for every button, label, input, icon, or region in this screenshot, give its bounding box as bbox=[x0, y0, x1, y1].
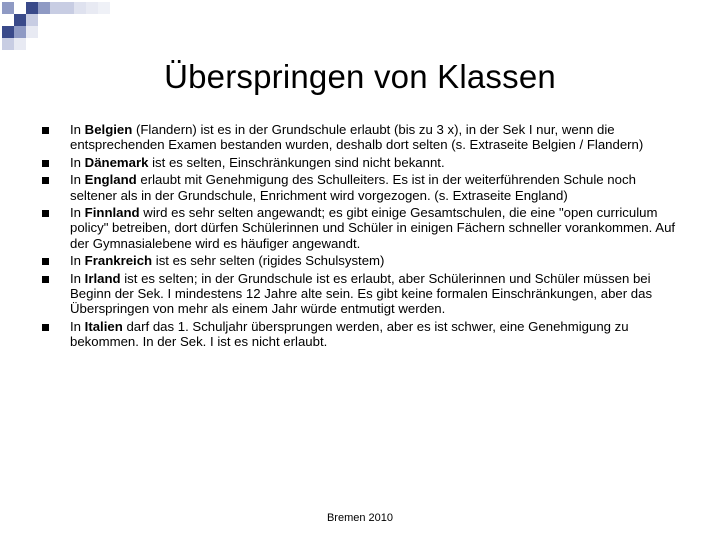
corner-square bbox=[2, 14, 14, 26]
square-bullet-icon bbox=[42, 160, 49, 167]
item-pre: In bbox=[70, 154, 85, 170]
square-bullet-icon bbox=[42, 127, 49, 134]
item-pre: In bbox=[70, 318, 85, 334]
corner-square bbox=[14, 2, 26, 14]
country-name: Irland bbox=[84, 270, 121, 286]
country-name: Dänemark bbox=[84, 154, 149, 170]
country-name: Italien bbox=[84, 318, 123, 334]
item-pre: In bbox=[70, 172, 85, 188]
item-pre: In bbox=[70, 270, 85, 286]
list-item bbox=[40, 172, 680, 203]
corner-square bbox=[14, 38, 26, 50]
country-name: Finnland bbox=[84, 205, 140, 221]
corner-square bbox=[26, 26, 38, 38]
list-item bbox=[40, 319, 680, 350]
slide-title: Überspringen von Klassen bbox=[164, 58, 556, 95]
square-bullet-icon bbox=[42, 177, 49, 184]
corner-square bbox=[98, 2, 110, 14]
list-item bbox=[40, 271, 680, 317]
footer-text: Bremen 2010 bbox=[326, 512, 394, 524]
square-bullet-icon bbox=[42, 324, 49, 331]
corner-square bbox=[14, 14, 26, 26]
list-item bbox=[40, 205, 680, 251]
square-bullet-icon bbox=[42, 210, 49, 217]
corner-square bbox=[14, 26, 26, 38]
item-pre: In bbox=[70, 253, 85, 269]
list-item bbox=[40, 253, 680, 268]
bullet-list bbox=[40, 122, 680, 352]
corner-square bbox=[26, 14, 38, 26]
corner-square bbox=[62, 2, 74, 14]
item-text: wird es sehr selten angewandt; es gibt einige Gesamtschulen, die eine "open curriculum policy" betreiben, dort dürfen Schülerinnen und Schüler in einigen Fächern schneller vorankommen. Auf der Gymnasialebene wird es häufiger angewandt. bbox=[70, 205, 676, 251]
corner-square bbox=[2, 38, 14, 50]
corner-square bbox=[38, 2, 50, 14]
list-item bbox=[40, 122, 680, 153]
corner-square bbox=[86, 2, 98, 14]
item-text: erlaubt mit Genehmigung des Schulleiters. Es ist in der weiterführenden Schule noch seltener als in der Grundschule, Enrichment wird vorgezogen. (s. Extraseite England) bbox=[70, 172, 636, 203]
item-text: darf das 1. Schuljahr übersprungen werden, aber es ist schwer, eine Genehmigung zu bekommen. In der Sek. I ist es nicht erlaubt. bbox=[70, 318, 629, 350]
corner-square bbox=[74, 2, 86, 14]
corner-square bbox=[2, 2, 14, 14]
item-text: ist es selten, Einschränkungen sind nicht bekannt. bbox=[148, 154, 445, 170]
square-bullet-icon bbox=[42, 258, 49, 265]
item-text: (Flandern) ist es in der Grundschule erlaubt (bis zu 3 x), in der Sek I nur, wenn die entsprechenden Examen bestanden wurden, deshalb dort selten (s. Extraseite Belgien / Flandern) bbox=[70, 122, 644, 153]
corner-square bbox=[26, 2, 38, 14]
item-text: ist es selten; in der Grundschule ist es erlaubt, aber Schülerinnen und Schüler müssen bei Beginn der Sek. I mindestens 12 Jahre alte sein. Es gibt keine formalen Einschränkungen, aber das Überspringen von mehr als einem Jahr würde entmutigt werden. bbox=[70, 270, 653, 317]
country-name: Belgien bbox=[84, 122, 133, 137]
country-name: England bbox=[84, 172, 137, 188]
item-pre: In bbox=[70, 122, 85, 137]
corner-square bbox=[2, 26, 14, 38]
corner-decoration bbox=[0, 0, 130, 60]
square-bullet-icon bbox=[42, 276, 49, 283]
item-text: ist es sehr selten (rigides Schulsystem) bbox=[152, 253, 385, 269]
item-pre: In bbox=[70, 205, 85, 221]
corner-square bbox=[50, 2, 62, 14]
list-item bbox=[40, 155, 680, 170]
country-name: Frankreich bbox=[84, 253, 153, 269]
